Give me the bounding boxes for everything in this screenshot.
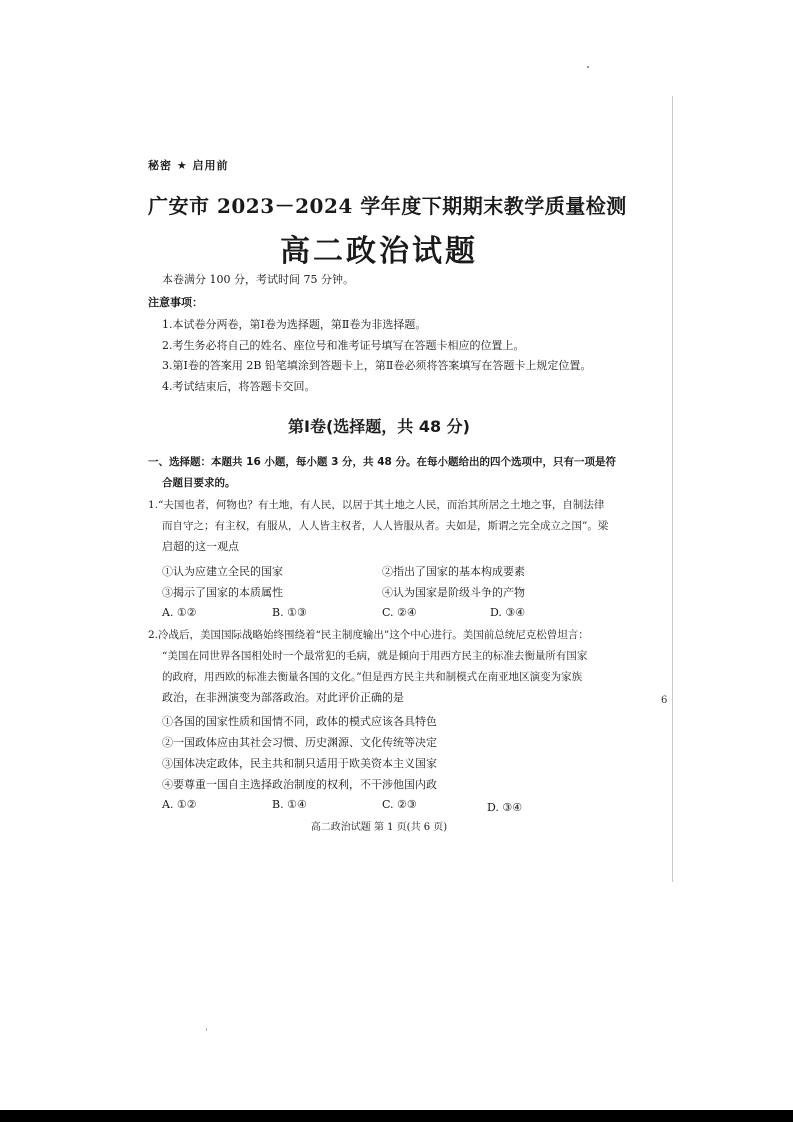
notice-label: 注意事项： [148, 296, 203, 309]
page-edge-line [672, 96, 673, 882]
question-2-choice-a: A. ①② [162, 798, 197, 811]
question-2-choice-d: D. ③④ [487, 801, 523, 814]
section-title: 第Ⅰ卷(选择题，共 48 分) [288, 417, 470, 436]
question-2-stem: 的政府，用西欧的标准去衡量各国的文化。”但是西方民主共和制模式在南亚地区演变为家族 [162, 671, 583, 683]
exam-title: 广安市 2023－2024 学年度下期期末教学质量检测 [148, 194, 627, 218]
scan-dot [587, 66, 589, 68]
page-footer: 高二政治试题 第 1 页(共 6 页) [310, 822, 448, 833]
exam-subtitle: 高二政治试题 [280, 234, 478, 269]
question-1-statement: ④认为国家是阶级斗争的产物 [382, 586, 525, 599]
question-1-choice-b: B. ①③ [272, 606, 307, 619]
question-1-stem: 而自守之；有主权，有服从，人人皆主权者，人人皆服从者。夫如是，斯谓之完全成立之国”。梁 [162, 520, 609, 532]
scan-mark [206, 1028, 207, 1031]
question-1-stem: 1.“夫国也者，何物也？有土地，有人民，以居于其土地之人民，而治其所居之土地之事，自制法律 [148, 499, 605, 511]
notice-item: 3.第Ⅰ卷的答案用 2B 铅笔填涂到答题卡上，第Ⅱ卷必须将答案填写在答题卡上规定位置。 [162, 359, 592, 372]
score-info: 本卷满分 100 分，考试时间 75 分钟。 [162, 273, 354, 286]
question-1-statement: ②指出了国家的基本构成要素 [382, 565, 525, 578]
section-instruction: 合题目要求的。 [162, 477, 236, 489]
question-2-statement: ③国体决定政体，民主共和制只适用于欧美资本主义国家 [162, 757, 437, 770]
question-1-statement: ①认为应建立全民的国家 [162, 565, 283, 578]
scan-bottom-edge [0, 1110, 793, 1122]
notice-item: 4.考试结束后，将答题卡交回。 [162, 380, 316, 393]
question-2-stem: “美国在同世界各国相处时一个最常犯的毛病，就是倾向于用西方民主的标准去衡量所有国家 [162, 650, 588, 662]
secret-label: 秘密 ★ 启用前 [148, 159, 229, 172]
question-1-choice-a: A. ①② [162, 606, 197, 619]
question-2-statement: ②一国政体应由其社会习惯、历史渊源、文化传统等决定 [162, 736, 437, 749]
notice-item: 1.本试卷分两卷，第Ⅰ卷为选择题，第Ⅱ卷为非选择题。 [162, 318, 427, 331]
question-2-statement: ④要尊重一国自主选择政治制度的权利，不干涉他国内政 [162, 778, 437, 791]
question-2-choice-b: B. ①④ [272, 798, 307, 811]
section-instruction: 一、选择题：本题共 16 小题，每小题 3 分，共 48 分。在每小题给出的四个选项中，只有一项是符 [148, 456, 616, 468]
question-1-statement: ③揭示了国家的本质属性 [162, 586, 283, 599]
question-1-choice-c: C. ②④ [382, 606, 417, 619]
notice-item: 2.考生务必将自己的姓名、座位号和准考证号填写在答题卡相应的位置上。 [162, 339, 525, 352]
question-2-stem: 政治，在非洲演变为部落政治。对此评价正确的是 [162, 691, 404, 704]
question-2-choice-c: C. ②③ [382, 798, 417, 811]
side-page-mark: 6 [661, 695, 668, 706]
question-2-statement: ①各国的国家性质和国情不同，政体的模式应该各具特色 [162, 715, 437, 728]
question-2-stem: 2.冷战后，美国国际战略始终围绕着“民主制度输出”这个中心进行。美国前总统尼克松曾坦言： [148, 629, 589, 641]
question-1-stem: 启超的这一观点 [162, 540, 239, 553]
question-1-choice-d: D. ③④ [490, 606, 526, 619]
